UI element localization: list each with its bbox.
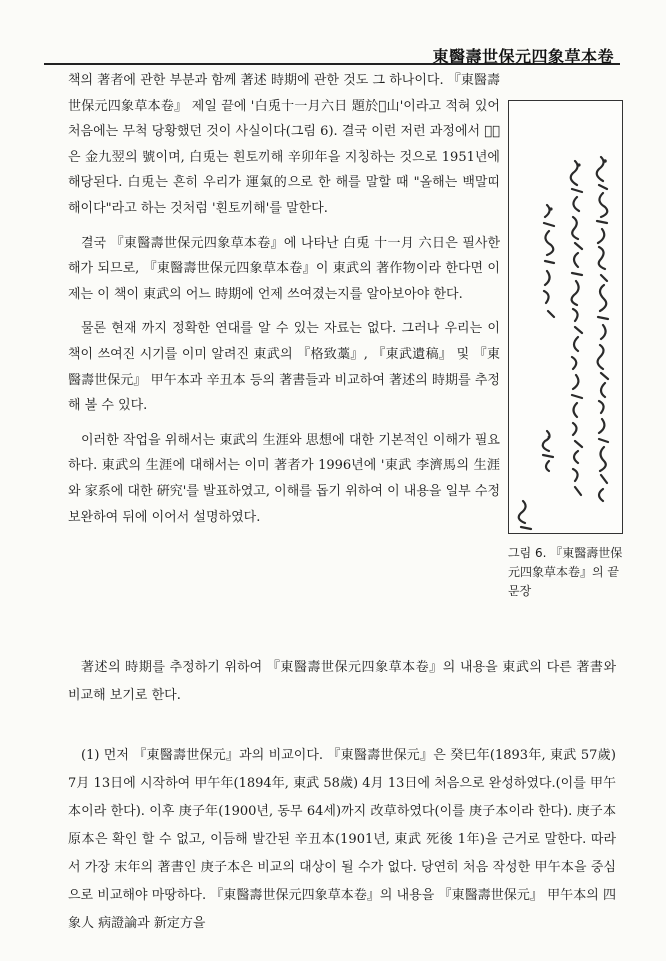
body-paragraph-1: 책의 著者에 관한 부분과 함께 著述 時期에 관한 것도 그 하나이다. 『東醫壽世保元四象草本卷』 제일 끝에 '白兎十一月六日 題於𡻍山'이라고 적혀 있어 처음에는 무척 당황했던 것이 사실이다(그림 6). 결국 이런 저런 과정에서 𡻍山은 金九翌의 號이며, 白兎는 흰토끼해 辛卯年을 지칭하는 것으로 1951년에 해당된다. 白兎는 흔히 우리가 運氣的으로 한 해를 말할 때 "올해는 백말띠 해이다"라고 하는 것처럼 '흰토끼해'를 말한다. [68, 73, 500, 216]
body-paragraph-2: 결국 『東醫壽世保元四象草本卷』에 나타난 白兎 十一月 六日은 필사한 해가 되므로, 『東醫壽世保元四象草本卷』이 東武의 著作物이라 한다면 이제는 이 책이 東武의 어느 時期에 언제 쓰여졌는지를 알아보아야 한다. [68, 235, 500, 302]
manuscript-calligraphy-image [509, 101, 622, 533]
body-paragraph-6-text: (1) 먼저 『東醫壽世保元』과의 비교이다. 『東醫壽世保元』은 癸巳年(1893年, 東武 57歲) 7月 13日에 시작하여 甲午年(1894年, 東武 58歲) 4月 13日에 처음으로 완성하였다.(이를 甲午本이라 한다). 이후 庚子年(1900년, 동무 64세)까지 改草하였다(이를 庚子本이라 한다). 庚子本 原本은 확인 할 수 없고, 이듬해 발간된 辛丑本(1901년, 東武 死後 1年)을 근거로 말한다. 따라서 가장 末年의 著書인 庚子本은 비교의 대상이 될 수가 없다. 당연히 처음 작성한 甲午本을 중심으로 비교해야 마땅하다. 『東醫壽世保元四象草本卷』의 내용을 『東醫壽世保元』 甲午本의 四象人 病證論과 新定方을 [68, 748, 616, 931]
body-paragraph-5 [68, 654, 616, 710]
header-rule [44, 63, 620, 65]
figure-caption: 그림 6. 『東醫壽世保元四象草本卷』의 끝 문장 [508, 546, 623, 598]
body-column [68, 68, 500, 539]
body-paragraph-5-text: 著述의 時期를 추정하기 위하여 『東醫壽世保元四象草本卷』의 내용을 東武의 다른 著書와 비교해 보기로 한다. [68, 660, 616, 703]
body-paragraph-6 [68, 742, 616, 938]
body-paragraph-4: 이러한 작업을 위해서는 東武의 生涯와 思想에 대한 기본적인 이해가 필요하다. 東武의 生涯에 대해서는 이미 著者가 1996년에 '東武 李濟馬의 生涯와 家系에 대한 硏究'를 발표하였고, 이해를 돕기 위하여 이 내용을 일부 수정 보완하여 뒤에 이어서 설명하였다. [68, 432, 500, 525]
figure-6-manuscript [508, 100, 623, 534]
body-paragraph-3: 물론 현재 까지 정확한 연대를 알 수 있는 자료는 없다. 그러나 우리는 이 책이 쓰여진 시기를 이미 알려진 東武의 『格致藁』, 『東武遺稿』 및 『東醫壽世保元』 甲午本과 辛丑本 등의 著書들과 비교하여 著述의 時期를 추정해 볼 수 있다. [68, 321, 500, 414]
running-header-title: 東醫壽世保元四象草本卷 [432, 47, 614, 66]
